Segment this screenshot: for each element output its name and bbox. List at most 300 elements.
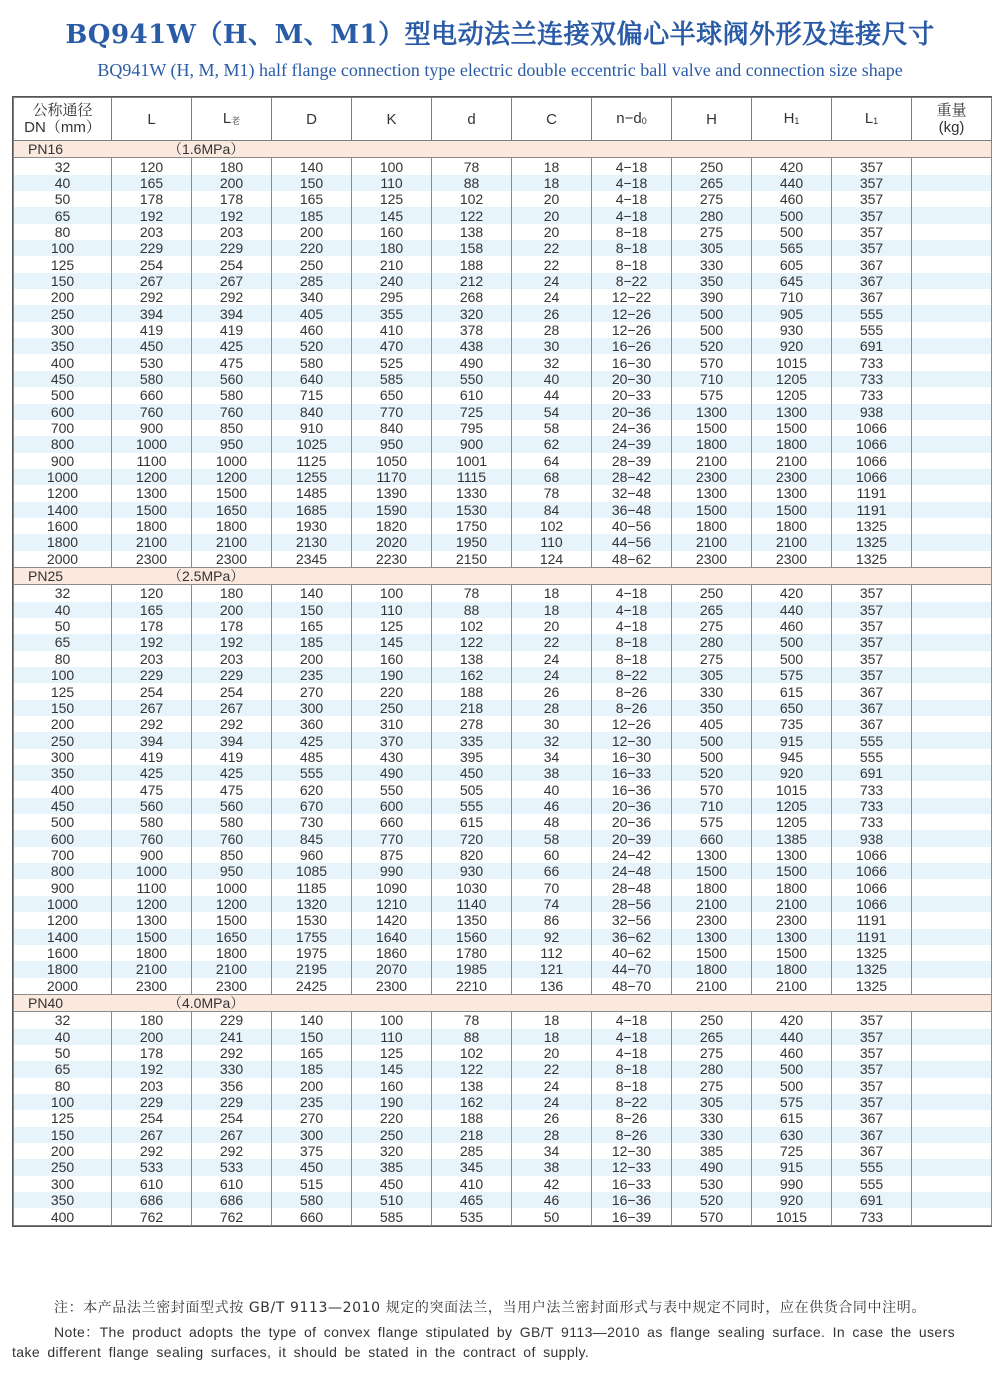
table-cell: 394 xyxy=(112,732,192,748)
table-cell: 24−36 xyxy=(592,420,672,436)
table-cell: 850 xyxy=(192,847,272,863)
table-cell: 178 xyxy=(112,618,192,634)
table-cell: 475 xyxy=(192,354,272,370)
table-cell: 250 xyxy=(672,1012,752,1029)
table-cell: 280 xyxy=(672,634,752,650)
table-cell: 1140 xyxy=(432,896,512,912)
table-cell: 760 xyxy=(192,830,272,846)
table-cell: 560 xyxy=(192,371,272,387)
table-cell: 850 xyxy=(192,420,272,436)
table-cell: 1385 xyxy=(752,830,832,846)
table-row xyxy=(14,387,992,403)
table-cell: 1800 xyxy=(112,518,192,534)
table-cell xyxy=(912,863,992,879)
table-cell: 565 xyxy=(752,240,832,256)
table-row xyxy=(14,1061,992,1077)
table-cell: 530 xyxy=(112,354,192,370)
table-cell: 2300 xyxy=(752,551,832,568)
table-cell: 733 xyxy=(832,387,912,403)
table-cell: 8−26 xyxy=(592,1127,672,1143)
table-cell xyxy=(912,618,992,634)
table-cell: 100 xyxy=(352,158,432,175)
table-cell: 420 xyxy=(752,585,832,602)
column-header xyxy=(672,98,752,141)
table-cell: 1066 xyxy=(832,879,912,895)
table-cell: 192 xyxy=(192,634,272,650)
table-cell: 1066 xyxy=(832,847,912,863)
table-cell: 1066 xyxy=(832,863,912,879)
table-cell: 212 xyxy=(432,273,512,289)
table-cell: 950 xyxy=(192,863,272,879)
table-cell: 16−30 xyxy=(592,354,672,370)
table-cell: 1500 xyxy=(112,929,192,945)
column-header-subscript: 1 xyxy=(794,115,800,126)
column-header-bottom: (kg) xyxy=(938,119,965,136)
table-cell: 1000 xyxy=(112,863,192,879)
table-cell: 54 xyxy=(512,404,592,420)
table-cell: 210 xyxy=(352,256,432,272)
table-cell: 610 xyxy=(432,387,512,403)
table-cell: 330 xyxy=(672,683,752,699)
table-cell: 715 xyxy=(272,387,352,403)
table-cell xyxy=(912,371,992,387)
table-cell: 1300 xyxy=(672,404,752,420)
table-cell: 12−26 xyxy=(592,322,672,338)
table-cell: 84 xyxy=(512,502,592,518)
table-cell: 20−30 xyxy=(592,371,672,387)
table-cell: 385 xyxy=(672,1143,752,1159)
table-cell: 1800 xyxy=(192,518,272,534)
table-cell: 691 xyxy=(832,765,912,781)
table-cell: 1800 xyxy=(752,961,832,977)
table-cell: 400 xyxy=(14,781,112,797)
column-header-label: H xyxy=(783,109,795,127)
table-cell: 990 xyxy=(352,863,432,879)
table-cell: 700 xyxy=(14,420,112,436)
table-cell xyxy=(912,240,992,256)
table-cell: 1560 xyxy=(432,929,512,945)
table-cell: 12−30 xyxy=(592,1143,672,1159)
table-cell: 2100 xyxy=(752,534,832,550)
table-cell: 1750 xyxy=(432,518,512,534)
table-row xyxy=(14,175,992,191)
table-cell: 1500 xyxy=(192,485,272,501)
note-chinese: 注：本产品法兰密封面型式按 GB/T 9113—2010 规定的突面法兰，当用户法兰密封面形式与表中规定不同时，应在供货合同中注明。 xyxy=(54,1300,926,1316)
table-cell: 1600 xyxy=(14,518,112,534)
table-cell: 265 xyxy=(672,1029,752,1045)
table-cell: 22 xyxy=(512,1061,592,1077)
table-cell: 203 xyxy=(112,651,192,667)
table-cell: 1210 xyxy=(352,896,432,912)
table-cell: 267 xyxy=(192,700,272,716)
table-cell: 48−70 xyxy=(592,978,672,995)
table-cell: 395 xyxy=(432,749,512,765)
table-cell: 267 xyxy=(112,700,192,716)
table-cell: 1325 xyxy=(832,945,912,961)
table-cell: 2425 xyxy=(272,978,352,995)
table-cell: 450 xyxy=(14,371,112,387)
table-header xyxy=(14,98,992,141)
table-cell: 180 xyxy=(192,158,272,175)
table-cell: 1800 xyxy=(752,518,832,534)
column-header-subscript: 0 xyxy=(641,115,647,126)
table-cell: 2300 xyxy=(752,912,832,928)
table-cell: 357 xyxy=(832,585,912,602)
table-cell: 136 xyxy=(512,978,592,995)
table-cell: 229 xyxy=(112,1094,192,1110)
table-cell: 357 xyxy=(832,651,912,667)
table-cell: 50 xyxy=(14,191,112,207)
table-cell: 735 xyxy=(752,716,832,732)
table-cell: 570 xyxy=(672,354,752,370)
table-cell xyxy=(912,551,992,568)
table-cell: 650 xyxy=(352,387,432,403)
table-cell: 1600 xyxy=(14,945,112,961)
table-cell xyxy=(912,1110,992,1126)
table-cell: 278 xyxy=(432,716,512,732)
table-cell xyxy=(912,420,992,436)
table-cell: 100 xyxy=(14,667,112,683)
table-cell: 4−18 xyxy=(592,158,672,175)
table-cell: 275 xyxy=(672,1045,752,1061)
table-cell: 200 xyxy=(272,651,352,667)
table-cell: 733 xyxy=(832,354,912,370)
table-cell: 367 xyxy=(832,716,912,732)
table-cell: 275 xyxy=(672,191,752,207)
table-cell: 357 xyxy=(832,207,912,223)
table-cell: 350 xyxy=(14,765,112,781)
table-cell: 188 xyxy=(432,256,512,272)
table-cell: 500 xyxy=(672,305,752,321)
table-cell: 2020 xyxy=(352,534,432,550)
table-row xyxy=(14,1127,992,1143)
table-cell: 100 xyxy=(14,1094,112,1110)
table-cell: 500 xyxy=(752,1078,832,1094)
table-cell: 1530 xyxy=(432,502,512,518)
table-cell xyxy=(912,912,992,928)
table-cell: 505 xyxy=(432,781,512,797)
table-cell: 2100 xyxy=(672,896,752,912)
table-cell xyxy=(912,1029,992,1045)
table-cell: 357 xyxy=(832,1029,912,1045)
table-cell: 158 xyxy=(432,240,512,256)
table-cell: 12−22 xyxy=(592,289,672,305)
table-cell: 8−22 xyxy=(592,1094,672,1110)
table-cell: 20 xyxy=(512,1045,592,1061)
table-cell: 1066 xyxy=(832,420,912,436)
table-cell: 22 xyxy=(512,634,592,650)
table-cell: 525 xyxy=(352,354,432,370)
table-cell: 20 xyxy=(512,618,592,634)
table-cell: 440 xyxy=(752,602,832,618)
table-cell: 300 xyxy=(14,749,112,765)
dimension-table-wrapper xyxy=(12,96,992,1227)
table-cell: 1390 xyxy=(352,485,432,501)
table-cell: 178 xyxy=(112,191,192,207)
table-cell: 357 xyxy=(832,1012,912,1029)
table-cell: 1015 xyxy=(752,354,832,370)
table-cell: 535 xyxy=(432,1208,512,1225)
table-cell: 218 xyxy=(432,700,512,716)
table-cell: 8−18 xyxy=(592,634,672,650)
table-cell xyxy=(912,847,992,863)
table-cell: 18 xyxy=(512,158,592,175)
table-row xyxy=(14,618,992,634)
table-cell xyxy=(912,814,992,830)
section-header xyxy=(14,994,992,1011)
table-cell: 340 xyxy=(272,289,352,305)
table-cell: 28−48 xyxy=(592,879,672,895)
table-cell xyxy=(912,945,992,961)
table-cell: 4−18 xyxy=(592,191,672,207)
table-cell: 450 xyxy=(352,1176,432,1192)
notes xyxy=(12,1298,990,1362)
table-cell: 125 xyxy=(14,683,112,699)
section-pressure: （1.6MPa） xyxy=(168,141,245,158)
table-cell: 8−18 xyxy=(592,240,672,256)
table-cell: 920 xyxy=(752,765,832,781)
table-cell: 660 xyxy=(272,1208,352,1225)
section-header-row xyxy=(14,567,992,584)
table-cell: 8−26 xyxy=(592,700,672,716)
table-cell: 4−18 xyxy=(592,618,672,634)
table-row xyxy=(14,1176,992,1192)
table-cell xyxy=(912,207,992,223)
table-cell: 178 xyxy=(112,1045,192,1061)
table-row xyxy=(14,485,992,501)
table-cell: 32 xyxy=(14,158,112,175)
section-pressure: （4.0MPa） xyxy=(168,995,245,1012)
table-cell: 485 xyxy=(272,749,352,765)
table-cell xyxy=(912,273,992,289)
table-cell: 900 xyxy=(14,453,112,469)
table-cell: 770 xyxy=(352,830,432,846)
section-label: PN40 xyxy=(28,995,64,1012)
table-cell: 520 xyxy=(672,765,752,781)
table-cell: 150 xyxy=(14,1127,112,1143)
table-cell: 70 xyxy=(512,879,592,895)
table-cell: 24 xyxy=(512,667,592,683)
table-cell: 44−70 xyxy=(592,961,672,977)
table-cell: 1800 xyxy=(672,436,752,452)
table-cell: 555 xyxy=(272,765,352,781)
table-cell: 22 xyxy=(512,256,592,272)
table-cell: 250 xyxy=(352,1127,432,1143)
table-cell: 190 xyxy=(352,1094,432,1110)
table-cell: 1300 xyxy=(752,929,832,945)
table-cell: 190 xyxy=(352,667,432,683)
table-cell: 121 xyxy=(512,961,592,977)
table-cell: 915 xyxy=(752,732,832,748)
table-cell: 357 xyxy=(832,224,912,240)
table-cell: 203 xyxy=(192,224,272,240)
table-cell: 250 xyxy=(14,1159,112,1175)
table-cell: 419 xyxy=(192,322,272,338)
table-cell: 92 xyxy=(512,929,592,945)
table-cell: 254 xyxy=(192,683,272,699)
table-cell: 419 xyxy=(192,749,272,765)
section-pressure: （2.5MPa） xyxy=(168,568,245,585)
table-cell xyxy=(912,453,992,469)
table-cell: 102 xyxy=(432,1045,512,1061)
table-cell: 36−48 xyxy=(592,502,672,518)
table-cell: 490 xyxy=(672,1159,752,1175)
table-cell: 24−48 xyxy=(592,863,672,879)
table-cell: 357 xyxy=(832,1045,912,1061)
column-header xyxy=(432,98,512,141)
table-cell: 140 xyxy=(272,585,352,602)
column-header-label: d xyxy=(467,110,476,128)
table-cell: 310 xyxy=(352,716,432,732)
table-cell: 500 xyxy=(672,749,752,765)
table-cell: 630 xyxy=(752,1127,832,1143)
table-cell: 1930 xyxy=(272,518,352,534)
table-row xyxy=(14,1192,992,1208)
table-row xyxy=(14,863,992,879)
table-cell: 140 xyxy=(272,1012,352,1029)
section-header xyxy=(14,567,992,584)
table-cell xyxy=(912,765,992,781)
table-cell: 88 xyxy=(432,175,512,191)
table-cell: 292 xyxy=(192,289,272,305)
table-cell: 575 xyxy=(752,1094,832,1110)
table-cell xyxy=(912,732,992,748)
table-cell: 2300 xyxy=(752,469,832,485)
table-cell: 265 xyxy=(672,175,752,191)
table-cell: 600 xyxy=(14,404,112,420)
table-cell: 145 xyxy=(352,207,432,223)
table-cell: 419 xyxy=(112,322,192,338)
table-cell: 710 xyxy=(672,371,752,387)
table-cell: 1400 xyxy=(14,502,112,518)
table-cell: 405 xyxy=(672,716,752,732)
table-cell: 34 xyxy=(512,749,592,765)
table-cell: 350 xyxy=(672,273,752,289)
table-cell: 1500 xyxy=(752,863,832,879)
table-cell: 78 xyxy=(432,158,512,175)
table-cell: 4−18 xyxy=(592,1029,672,1045)
table-cell: 580 xyxy=(112,371,192,387)
table-cell: 18 xyxy=(512,602,592,618)
column-header xyxy=(352,98,432,141)
table-cell: 700 xyxy=(14,847,112,863)
table-cell: 100 xyxy=(14,240,112,256)
table-cell: 460 xyxy=(752,191,832,207)
table-cell: 150 xyxy=(272,1029,352,1045)
table-cell: 1100 xyxy=(112,453,192,469)
column-header-label: H xyxy=(706,110,717,128)
table-cell: 367 xyxy=(832,1127,912,1143)
table-cell: 580 xyxy=(192,814,272,830)
table-cell: 65 xyxy=(14,1061,112,1077)
table-cell: 915 xyxy=(752,1159,832,1175)
table-row xyxy=(14,191,992,207)
table-cell: 920 xyxy=(752,338,832,354)
table-cell: 450 xyxy=(432,765,512,781)
table-cell: 200 xyxy=(192,175,272,191)
table-row xyxy=(14,207,992,223)
table-cell: 188 xyxy=(432,683,512,699)
table-cell: 1800 xyxy=(672,518,752,534)
table-cell: 26 xyxy=(512,683,592,699)
table-cell xyxy=(912,322,992,338)
table-cell: 520 xyxy=(272,338,352,354)
table-cell: 20−39 xyxy=(592,830,672,846)
table-row xyxy=(14,602,992,618)
table-cell: 8−18 xyxy=(592,1061,672,1077)
table-cell: 2100 xyxy=(192,961,272,977)
table-cell: 350 xyxy=(14,338,112,354)
table-cell: 585 xyxy=(352,1208,432,1225)
table-cell: 16−26 xyxy=(592,338,672,354)
table-row xyxy=(14,1078,992,1094)
table-cell: 490 xyxy=(352,765,432,781)
table-cell: 400 xyxy=(14,1208,112,1225)
table-cell: 390 xyxy=(672,289,752,305)
table-cell: 46 xyxy=(512,1192,592,1208)
table-cell: 250 xyxy=(352,700,432,716)
table-cell: 500 xyxy=(752,224,832,240)
table-cell: 2230 xyxy=(352,551,432,568)
table-cell: 200 xyxy=(112,1029,192,1045)
table-cell: 110 xyxy=(352,1029,432,1045)
table-cell: 580 xyxy=(192,387,272,403)
table-cell: 200 xyxy=(192,602,272,618)
table-cell: 185 xyxy=(272,1061,352,1077)
table-cell xyxy=(912,929,992,945)
table-row xyxy=(14,700,992,716)
table-cell: 733 xyxy=(832,1208,912,1225)
table-cell: 515 xyxy=(272,1176,352,1192)
table-cell: 178 xyxy=(192,191,272,207)
table-cell: 229 xyxy=(192,1012,272,1029)
table-cell: 2000 xyxy=(14,978,112,995)
table-cell: 125 xyxy=(352,1045,432,1061)
table-cell: 730 xyxy=(272,814,352,830)
table-cell: 367 xyxy=(832,289,912,305)
table-cell: 500 xyxy=(14,814,112,830)
table-cell: 165 xyxy=(112,175,192,191)
table-cell: 32 xyxy=(512,354,592,370)
table-cell: 1300 xyxy=(672,847,752,863)
page-subtitle: BQ941W (H, M, M1) half flange connection type electric double eccentric ball valve and connection size shape xyxy=(97,60,903,80)
table-cell: 254 xyxy=(192,1110,272,1126)
table-cell: 65 xyxy=(14,634,112,650)
table-cell: 2100 xyxy=(672,453,752,469)
table-cell: 122 xyxy=(432,634,512,650)
table-cell: 1800 xyxy=(112,945,192,961)
table-cell: 36−62 xyxy=(592,929,672,945)
table-cell: 125 xyxy=(352,191,432,207)
table-cell: 1030 xyxy=(432,879,512,895)
table-cell: 580 xyxy=(112,814,192,830)
table-row xyxy=(14,469,992,485)
table-cell: 100 xyxy=(352,1012,432,1029)
table-cell: 1350 xyxy=(432,912,512,928)
table-cell: 26 xyxy=(512,1110,592,1126)
table-cell: 357 xyxy=(832,175,912,191)
table-cell: 533 xyxy=(192,1159,272,1175)
table-cell: 475 xyxy=(112,781,192,797)
table-cell xyxy=(912,1094,992,1110)
table-cell: 267 xyxy=(112,1127,192,1143)
table-cell: 330 xyxy=(672,1110,752,1126)
table-cell: 8−18 xyxy=(592,224,672,240)
table-cell: 1300 xyxy=(112,912,192,928)
table-cell: 686 xyxy=(112,1192,192,1208)
table-cell xyxy=(912,1012,992,1029)
table-cell: 1325 xyxy=(832,551,912,568)
